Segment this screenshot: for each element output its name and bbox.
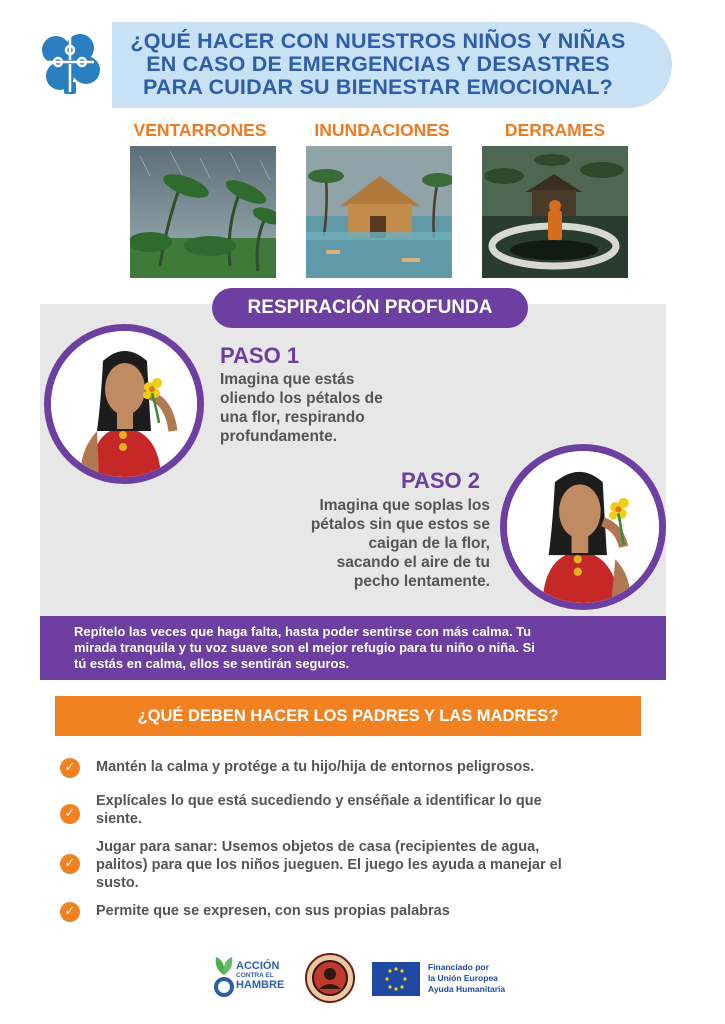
tip-text — [96, 792, 670, 828]
brain-puzzle-icon — [36, 30, 104, 98]
tip-text — [96, 758, 670, 776]
text-line: Imagina que estás — [220, 371, 355, 388]
text-line: Repítelo las veces que haga falta, hasta poder sentirse con más calma. Tu — [74, 624, 532, 639]
oil-spill-illustration — [482, 146, 628, 278]
acf-text — [236, 961, 284, 991]
check-icon: ✓ — [60, 902, 80, 922]
text-line: Explícales lo que está sucediendo y enséñale a identificar lo que — [96, 793, 542, 809]
text-line: oliendo los pétalos de — [220, 390, 383, 407]
repeat-instructions — [40, 616, 666, 680]
text-line: sacando el aire de tu — [336, 554, 490, 571]
text-line: Mantén la calma y protége a tu hijo/hija de entornos peligrosos. — [96, 759, 535, 775]
text-line: susto. — [96, 875, 139, 891]
storm-illustration — [130, 146, 276, 278]
text-line: pecho lentamente. — [353, 573, 490, 590]
accion-contra-el-hambre-logo — [212, 955, 297, 999]
tip-text — [96, 902, 670, 920]
girl-smelling-flower-illustration — [44, 324, 204, 484]
leaf-icon — [212, 955, 236, 999]
text-line: Imagina que soplas los — [319, 497, 490, 514]
step-1-text — [220, 370, 440, 446]
text-line: Permite que se expresen, con sus propias palabras — [96, 903, 450, 919]
flood-illustration — [306, 146, 452, 278]
check-icon: ✓ — [60, 758, 80, 778]
text-line: una flor, respirando — [220, 409, 365, 426]
tip-text — [96, 838, 670, 892]
acf-line: ACCIÓN — [236, 960, 280, 972]
text-line: Jugar para sanar: Usemos objetos de casa (recipientes de agua, — [96, 839, 540, 855]
disaster-label-ventarrones: VENTARRONES — [133, 120, 267, 140]
disaster-label-derrames: DERRAMES — [504, 120, 606, 140]
acf-line: CONTRA EL — [236, 972, 274, 979]
text-line: pétalos sin que estos se — [310, 516, 490, 533]
step-2-title: PASO 2 — [400, 468, 480, 493]
eu-flag-icon — [372, 962, 420, 996]
text-line: profundamente. — [220, 428, 338, 445]
title-line: ¿QUÉ HACER CON NUESTROS NIÑOS Y NIÑAS — [130, 29, 626, 53]
text-line: siente. — [96, 811, 142, 827]
step-1-title: PASO 1 — [220, 343, 300, 368]
community-seal-logo — [305, 953, 355, 1003]
breathing-title: RESPIRACIÓN PROFUNDA — [212, 288, 528, 328]
girl-blowing-flower-illustration — [500, 444, 666, 610]
text-line: palitos) para que los niños jueguen. El juego les ayuda a manejar el — [96, 857, 562, 873]
eu-line: Ayuda Humanitaria — [428, 984, 506, 994]
parents-section-title: ¿QUÉ DEBEN HACER LOS PADRES Y LAS MADRES? — [55, 696, 641, 736]
eu-line: la Unión Europea — [428, 973, 498, 983]
disaster-label-inundaciones: INUNDACIONES — [314, 120, 450, 140]
text-line: mirada tranquila y tu voz suave son el mejor refugio para tu niño o niña. Si — [74, 640, 535, 655]
acf-line: HAMBRE — [236, 979, 285, 991]
text-line: tú estás en calma, ellos se sentirán seguros. — [74, 656, 350, 671]
step-2-text — [270, 496, 490, 591]
title-line: EN CASO DE EMERGENCIAS Y DESASTRES — [146, 52, 610, 76]
text-line: caigan de la flor, — [368, 535, 490, 552]
page-title — [118, 30, 638, 99]
check-icon: ✓ — [60, 804, 80, 824]
check-icon: ✓ — [60, 854, 80, 874]
title-line: PARA CUIDAR SU BIENESTAR EMOCIONAL? — [142, 75, 614, 99]
eu-line: Financiado por — [428, 962, 489, 972]
eu-funding-text — [428, 962, 505, 995]
